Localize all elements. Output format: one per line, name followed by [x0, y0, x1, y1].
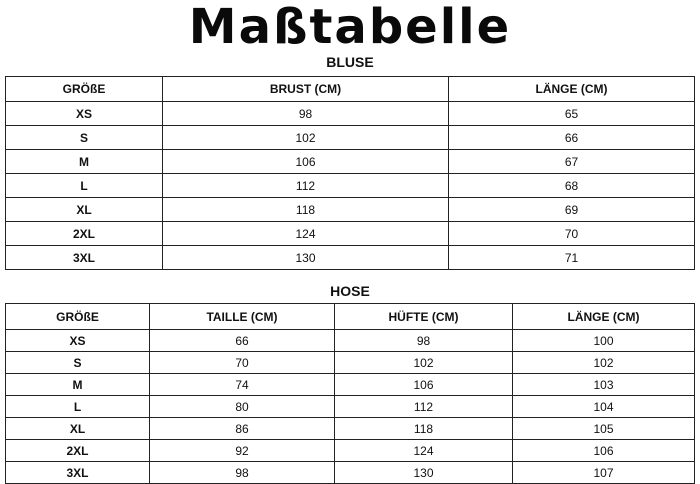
size-cell: 2XL — [6, 222, 163, 246]
hose-section-title: HOSE — [330, 283, 370, 299]
chest-cell: 98 — [163, 102, 449, 126]
table-row — [6, 440, 695, 462]
column-header-size: GRÖßE — [6, 304, 150, 330]
hip-cell: 118 — [335, 418, 513, 440]
table-row — [6, 102, 695, 126]
waist-cell: 74 — [150, 374, 335, 396]
length-cell: 69 — [449, 198, 695, 222]
column-header-size: GRÖßE — [6, 77, 163, 102]
length-cell: 103 — [513, 374, 695, 396]
column-header-chest: BRUST (CM) — [163, 77, 449, 102]
size-cell: 3XL — [6, 462, 150, 484]
hip-cell: 130 — [335, 462, 513, 484]
length-cell: 100 — [513, 330, 695, 352]
waist-cell: 66 — [150, 330, 335, 352]
hose-size-table — [5, 303, 695, 484]
chest-cell: 106 — [163, 150, 449, 174]
size-cell: 3XL — [6, 246, 163, 270]
waist-cell: 86 — [150, 418, 335, 440]
table-row — [6, 330, 695, 352]
chest-cell: 112 — [163, 174, 449, 198]
table-row — [6, 174, 695, 198]
table-row — [6, 198, 695, 222]
waist-cell: 98 — [150, 462, 335, 484]
table-row — [6, 150, 695, 174]
length-cell: 71 — [449, 246, 695, 270]
table-row — [6, 374, 695, 396]
length-cell: 67 — [449, 150, 695, 174]
size-cell: L — [6, 396, 150, 418]
waist-cell: 70 — [150, 352, 335, 374]
chest-cell: 124 — [163, 222, 449, 246]
table-header-row — [6, 77, 695, 102]
length-cell: 102 — [513, 352, 695, 374]
table-row — [6, 246, 695, 270]
hip-cell: 98 — [335, 330, 513, 352]
size-cell: XL — [6, 198, 163, 222]
table-row — [6, 418, 695, 440]
hip-cell: 102 — [335, 352, 513, 374]
bluse-size-table — [5, 76, 695, 270]
column-header-length: LÄNGE (CM) — [513, 304, 695, 330]
waist-cell: 80 — [150, 396, 335, 418]
table-row — [6, 126, 695, 150]
length-cell: 104 — [513, 396, 695, 418]
chest-cell: 102 — [163, 126, 449, 150]
hip-cell: 106 — [335, 374, 513, 396]
size-cell: M — [6, 374, 150, 396]
chest-cell: 130 — [163, 246, 449, 270]
hip-cell: 124 — [335, 440, 513, 462]
hip-cell: 112 — [335, 396, 513, 418]
length-cell: 107 — [513, 462, 695, 484]
size-cell: XL — [6, 418, 150, 440]
table-row — [6, 352, 695, 374]
length-cell: 65 — [449, 102, 695, 126]
size-cell: XS — [6, 102, 163, 126]
column-header-hip: HÜFTE (CM) — [335, 304, 513, 330]
table-row — [6, 222, 695, 246]
length-cell: 66 — [449, 126, 695, 150]
size-cell: S — [6, 352, 150, 374]
waist-cell: 92 — [150, 440, 335, 462]
table-header-row — [6, 304, 695, 330]
page-title: Maßtabelle — [188, 0, 512, 55]
size-cell: XS — [6, 330, 150, 352]
length-cell: 106 — [513, 440, 695, 462]
length-cell: 68 — [449, 174, 695, 198]
size-cell: S — [6, 126, 163, 150]
column-header-length: LÄNGE (CM) — [449, 77, 695, 102]
table-row — [6, 462, 695, 484]
size-cell: 2XL — [6, 440, 150, 462]
table-row — [6, 396, 695, 418]
size-cell: M — [6, 150, 163, 174]
length-cell: 105 — [513, 418, 695, 440]
length-cell: 70 — [449, 222, 695, 246]
chest-cell: 118 — [163, 198, 449, 222]
bluse-section-title: BLUSE — [326, 54, 374, 70]
column-header-waist: TAILLE (CM) — [150, 304, 335, 330]
size-cell: L — [6, 174, 163, 198]
